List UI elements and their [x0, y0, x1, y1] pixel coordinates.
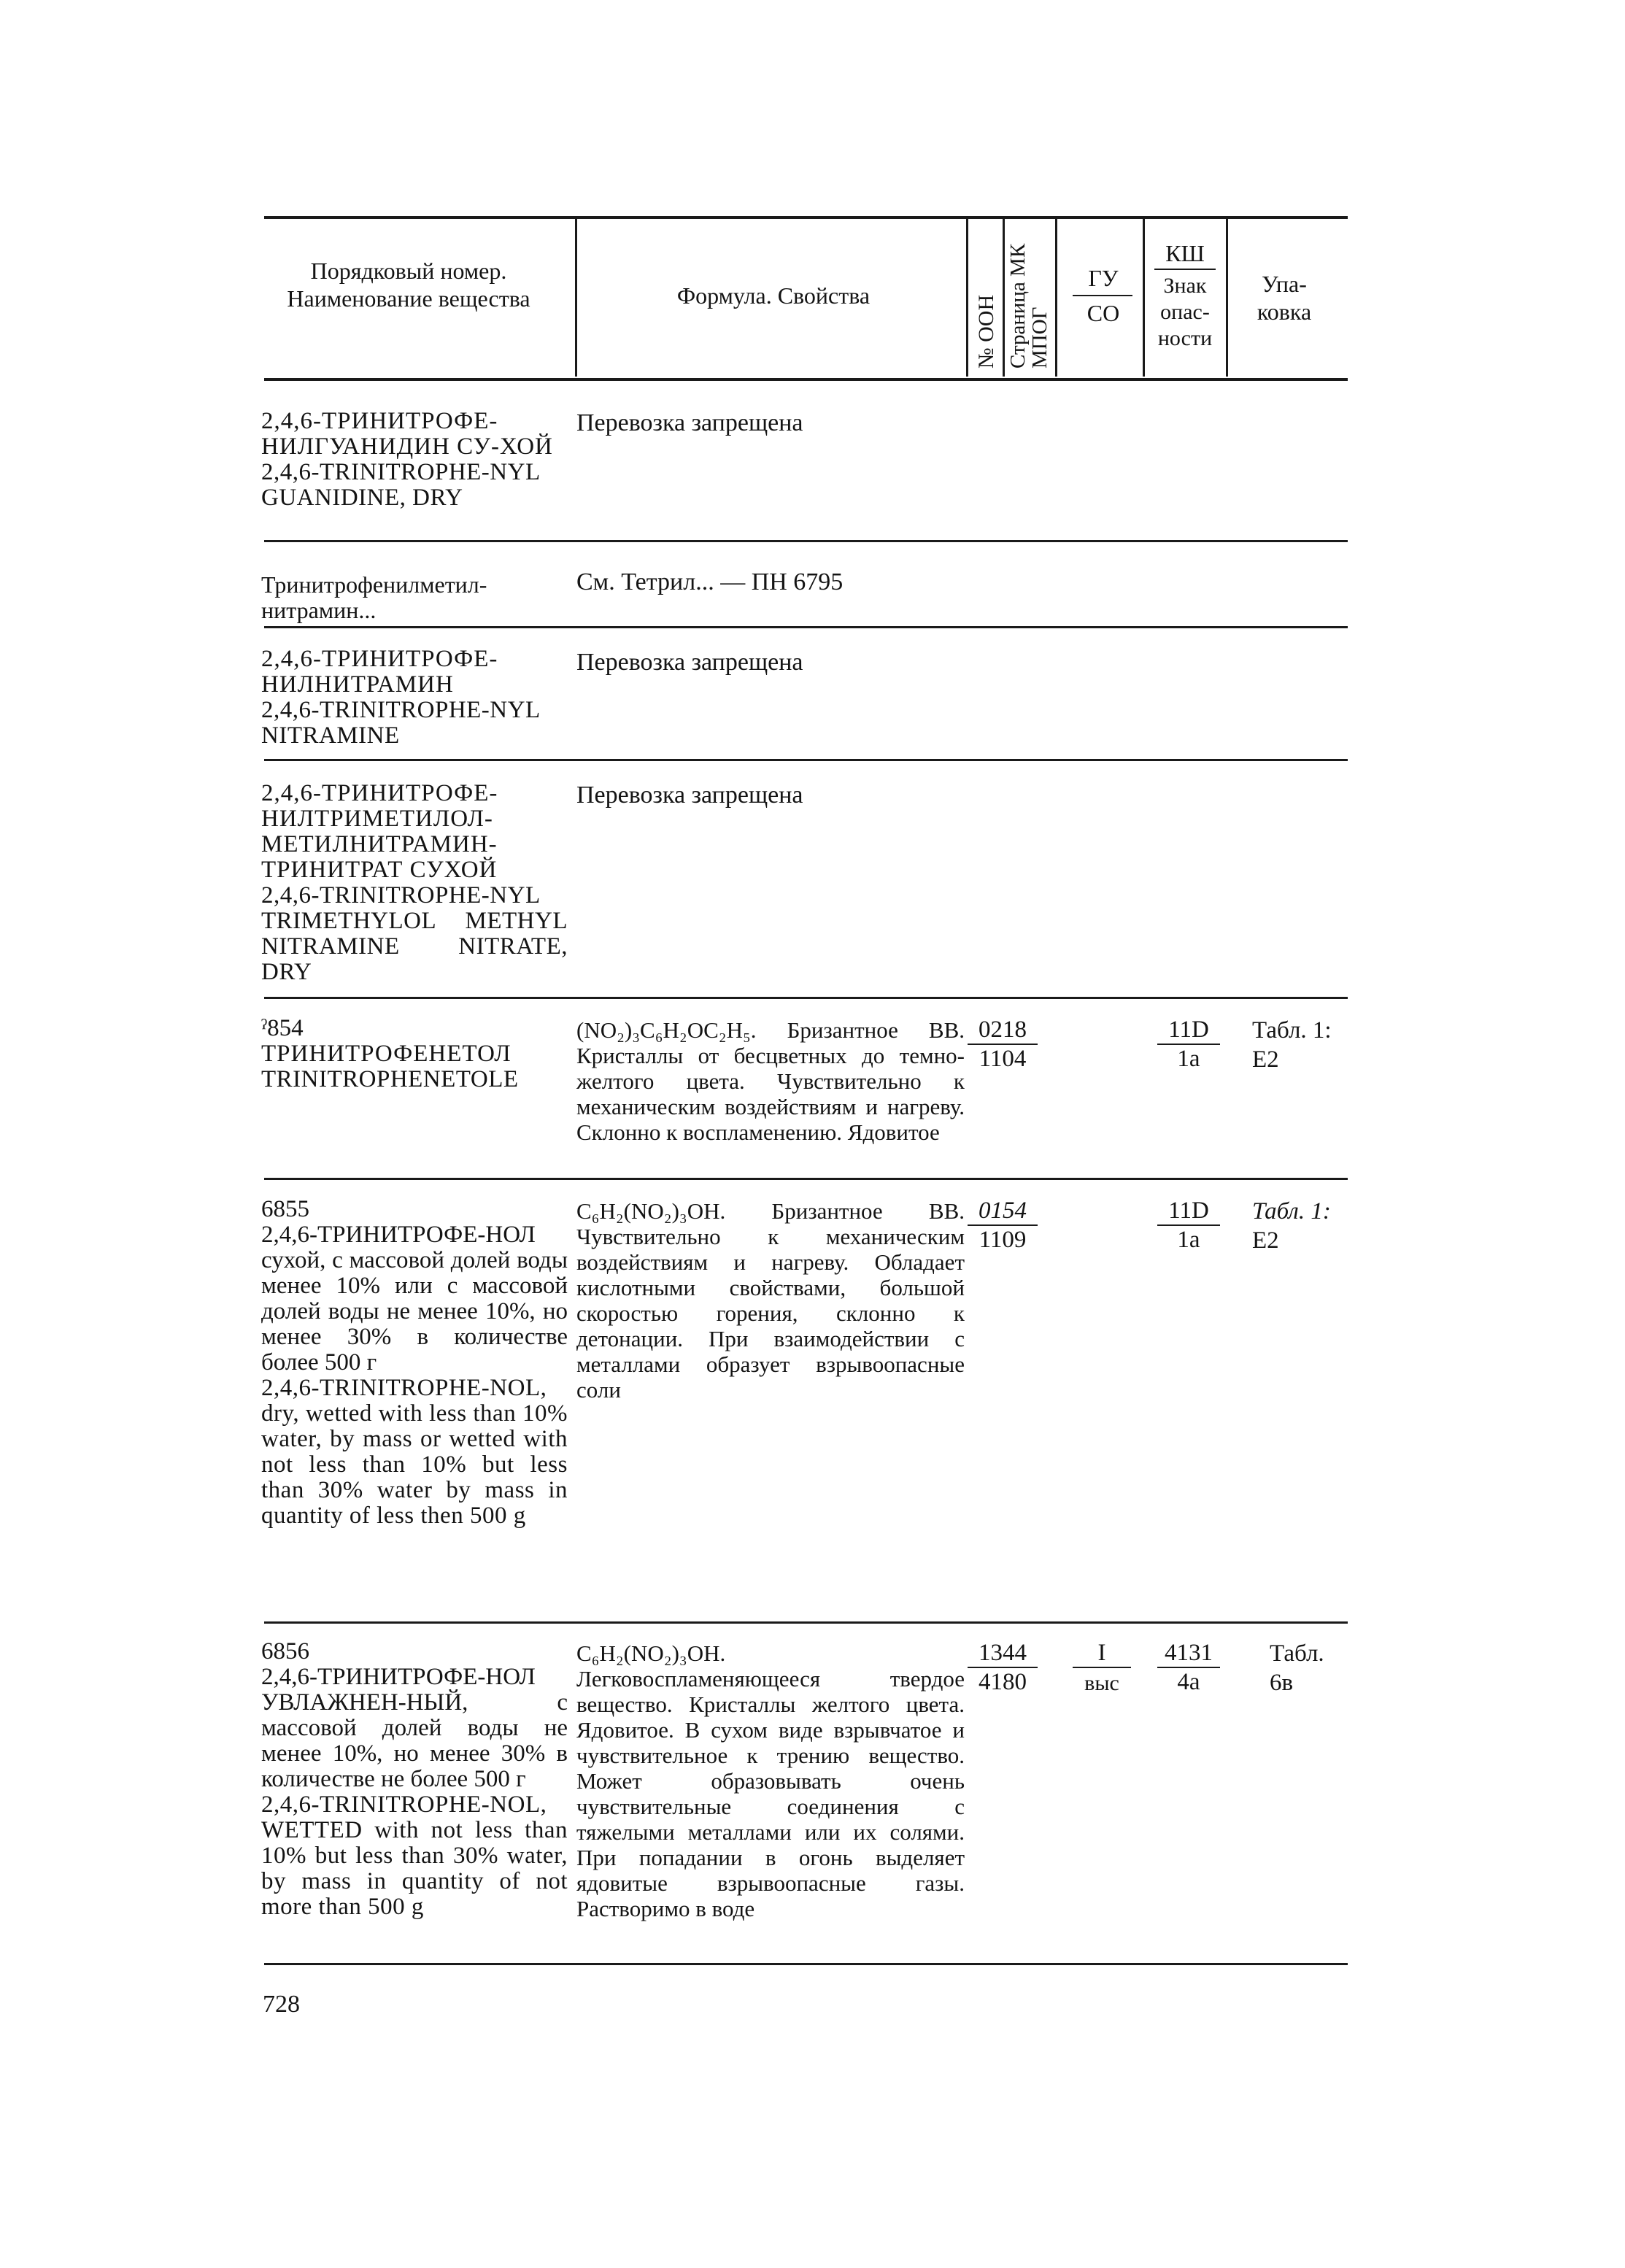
header-col-formula: Формула. Свойства: [676, 282, 871, 309]
page-reference: 1104: [979, 1046, 1027, 1072]
table-row: [261, 1016, 568, 1092]
header-divider: [1143, 217, 1145, 377]
table-row: [261, 1197, 568, 1529]
hazard-sign: 4a: [1177, 1669, 1200, 1695]
substance-name-ru: 2,4,6-ТРИНИТРОФЕ-НОЛ УВЛАЖНЕН-НЫЙ, с массовой долей воды не менее 10%, но менее 30% в количестве не более 500 г: [261, 1664, 568, 1792]
header-col-name: Порядковый номер. Наименование вещества: [287, 258, 530, 312]
gu-group: I: [1073, 1639, 1131, 1668]
header-col-ksh-bottom: Знак опас-ности: [1157, 274, 1213, 350]
substance-name-en: 2,4,6-TRINITROPHE-NYL NITRAMINE: [261, 697, 541, 749]
row-divider: [264, 759, 1348, 761]
un-number: 0218: [968, 1016, 1038, 1045]
substance-name-en: 2,4,6-TRINITROPHE-NYL TRIMETHYLOL METHYL NITRAMINE NITRATE, DRY: [261, 882, 568, 985]
ksh-code: 11D: [1157, 1016, 1220, 1045]
header-bottom-rule: [264, 378, 1348, 381]
substance-name-ru: 2,4,6-ТРИНИТРОФЕ-НОЛ сухой, с массовой долей воды менее 10% или с массовой долей воды не менее 10%, но менее 30% в количестве более 500 г: [261, 1222, 568, 1376]
table-row: [261, 572, 568, 623]
header-col-gu-top: ГУ: [1088, 265, 1119, 291]
packaging-table: Табл. 1:: [1252, 1017, 1332, 1044]
row-divider: [264, 626, 1348, 628]
co-level: выс: [1084, 1671, 1119, 1695]
table-row: [261, 647, 568, 749]
table-bottom-rule: [264, 1963, 1348, 1965]
substance-properties: Перевозка запрещена: [576, 649, 803, 676]
header-divider: [1055, 217, 1057, 377]
packaging-code: E2: [1252, 1046, 1279, 1073]
substance-properties: C₆H₂(NO₂)₃OH. Бризантное ВВ. Чувствительно к механическим воздействиям и нагреву. Обладает кислотными свойствами, большой скоростью горения, склонно к детонации. При взаимодействии с металлами образует взрывоопасные соли: [576, 1198, 965, 1403]
page-reference: 4180: [979, 1669, 1027, 1695]
substance-name-en: TRINITROPHENETOLE: [261, 1066, 519, 1092]
substance-number: ˀ854: [261, 1015, 304, 1041]
table-row: [261, 781, 568, 985]
substance-properties: C₆H₂(NO₂)₃OH. Легковоспламеняющееся твердое вещество. Кристаллы желтого цвета. Ядовитое. В сухом виде взрывчатое и чувствительное к трению вещество. Может образовывать очень чувствительные соединения с тяжелыми металлами или их солями. При попадании в огонь выделяет ядовитые взрывоопасные газы. Растворимо в воде: [576, 1640, 965, 1921]
header-top-rule: [264, 216, 1348, 219]
substance-name-en: 2,4,6-TRINITROPHE-NOL, WETTED with not less than 10% but less than 30% water, by mass in quantity of not more than 500 g: [261, 1791, 568, 1920]
un-number: 1344: [968, 1639, 1038, 1668]
packaging-code: 6в: [1270, 1670, 1294, 1696]
header-divider: [575, 217, 577, 377]
hazard-sign: 1a: [1177, 1227, 1200, 1253]
page-number: 728: [263, 1991, 300, 2018]
substance-name-en: 2,4,6-TRINITROPHE-NYL GUANIDINE, DRY: [261, 459, 541, 511]
substance-name-ru: Тринитрофенилметил-нитрамин...: [261, 571, 487, 623]
row-divider: [264, 540, 1348, 542]
header-col-gu-bottom: СО: [1086, 300, 1120, 326]
page-reference: 1109: [979, 1227, 1027, 1253]
packaging: [1252, 1016, 1332, 1074]
substance-number: 6855: [261, 1196, 309, 1222]
packaging-table: Табл. 1:: [1252, 1198, 1331, 1224]
substance-name-en: 2,4,6-TRINITROPHE-NOL, dry, wetted with less than 10% water, by mass or wetted with not less than 10% but less than 30% water by mass in quantity of less then 500 g: [261, 1375, 568, 1529]
substance-properties: (NO₂)₃C₆H₂OC₂H₅. Бризантное ВВ. Кристаллы от бесцветных до темно-желтого цвета. Чувствительно к механическим воздействиям и нагреву. Склонно к воспламенению. Ядовитое: [576, 1017, 965, 1145]
hazard-sign: 1a: [1177, 1046, 1200, 1072]
substance-name-ru: 2,4,6-ТРИНИТРОФЕ-НИЛНИТРАМИН: [261, 646, 498, 698]
header-gu-fraction-line: [1073, 295, 1132, 296]
ksh-code: 4131: [1157, 1639, 1220, 1668]
header-divider: [1226, 217, 1228, 377]
substance-properties: Перевозка запрещена: [576, 409, 803, 436]
header-col-pack: Упа-ковка: [1257, 271, 1312, 325]
substance-name-ru: ТРИНИТРОФЕНЕТОЛ: [261, 1041, 512, 1067]
header-ksh-fraction-line: [1154, 269, 1216, 270]
header-divider: [1003, 217, 1005, 377]
packaging: [1270, 1639, 1324, 1697]
header-col-ksh-top: КШ: [1165, 240, 1205, 266]
packaging: [1252, 1197, 1331, 1255]
un-number: 0154: [968, 1197, 1038, 1226]
table-row: [261, 1639, 568, 1920]
row-divider: [264, 1178, 1348, 1180]
row-divider: [264, 1621, 1348, 1624]
header-col-un: № ООН: [974, 294, 998, 369]
packaging-code: E2: [1252, 1227, 1279, 1254]
header-divider: [966, 217, 968, 377]
ksh-code: 11D: [1157, 1197, 1220, 1226]
substance-properties: Перевозка запрещена: [576, 782, 803, 809]
substance-name-ru: 2,4,6-ТРИНИТРОФЕ-НИЛТРИМЕТИЛОЛ-МЕТИЛНИТРАМИН-ТРИНИТРАТ СУХОЙ: [261, 780, 498, 883]
substance-name-ru: 2,4,6-ТРИНИТРОФЕ-НИЛГУАНИДИН СУ-ХОЙ: [261, 408, 553, 460]
packaging-table: Табл.: [1270, 1640, 1324, 1667]
substance-properties: См. Тетрил... — ПН 6795: [576, 568, 844, 595]
substance-number: 6856: [261, 1638, 309, 1665]
row-divider: [264, 997, 1348, 999]
table-row: [261, 409, 568, 511]
header-col-page: Страница МК МПОГ: [1006, 243, 1051, 369]
